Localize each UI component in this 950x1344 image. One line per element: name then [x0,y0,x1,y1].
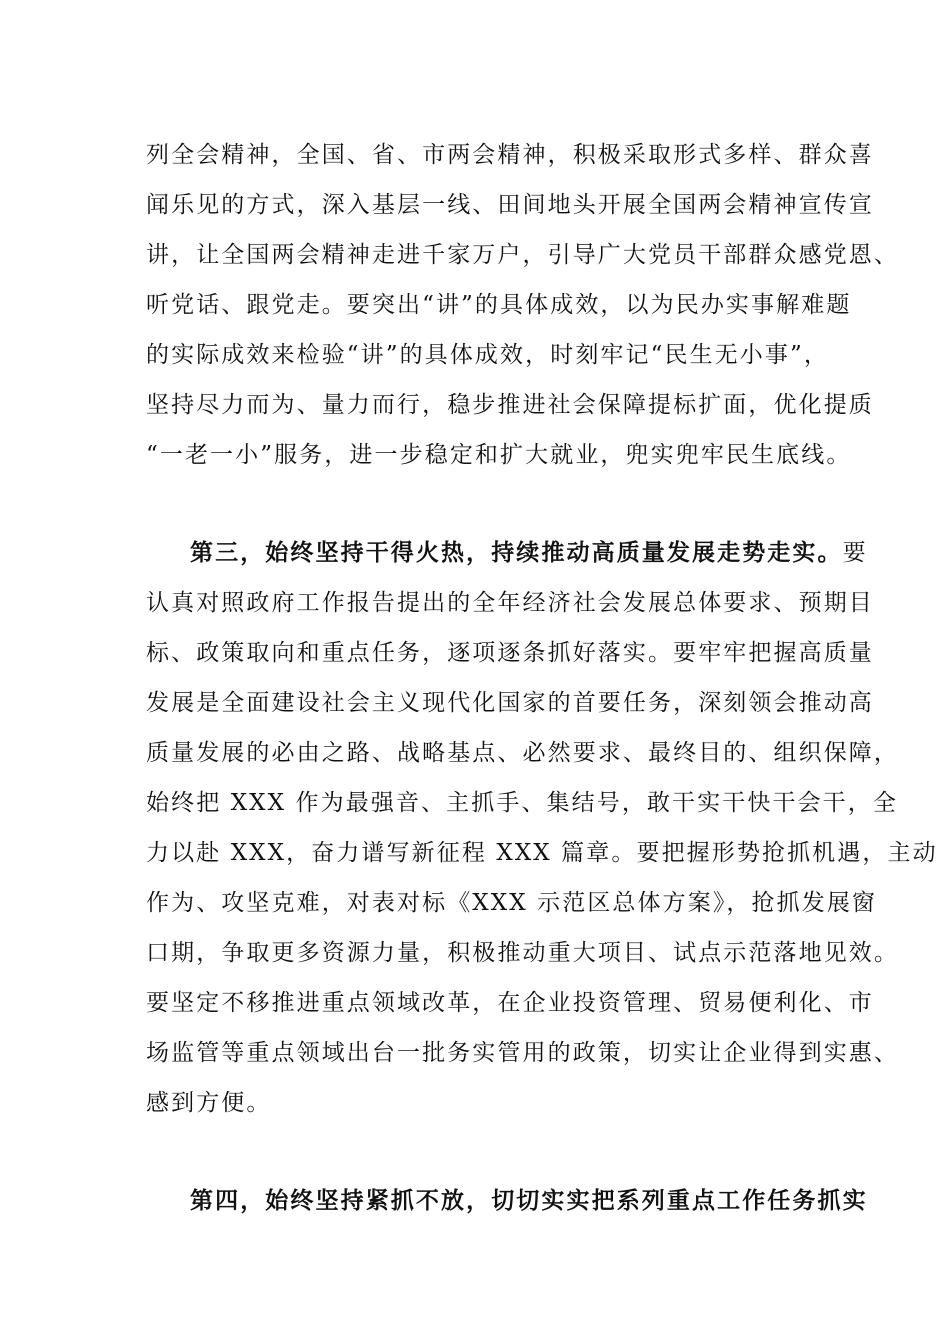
paragraph-line: 始终把 XXX 作为最强音、主抓手、集结号，敢干实干快干会干，全 [146,790,898,816]
paragraph-line: 口期，争取更多资源力量，积极推动重大项目、试点示范落地见效。 [146,940,899,966]
paragraph-line: 坚持尽力而为、量力而行，稳步推进社会保障提标扩面，优化提质 [146,392,874,418]
paragraph-text: 要 [842,540,868,566]
paragraph-line: 力以赴 XXX，奋力谱写新征程 XXX 篇章。要把握形势抢抓机遇，主动 [146,840,938,866]
paragraph-line: 作为、攻坚克难，对表对标《XXX 示范区总体方案》，抢抓发展窗 [146,890,878,916]
paragraph-line: 听党话、跟党走。要突出“讲”的具体成效，以为民办实事解难题 [146,292,852,318]
paragraph-first-line [190,538,868,568]
paragraph-line: “一老一小”服务，进一步稳定和扩大就业，兜实兜牢民生底线。 [146,442,852,468]
paragraph-line: 发展是全面建设社会主义现代化国家的首要任务，深刻领会推动高 [146,690,874,716]
paragraph-line: 讲，让全国两会精神走进千家万户，引导广大党员干部群众感党恩、 [146,242,899,268]
paragraph-line: 列全会精神，全国、省、市两会精神，积极采取形式多样、群众喜 [146,142,874,168]
paragraph-line: 感到方便。 [146,1090,272,1116]
paragraph-line: 质量发展的必由之路、战略基点、必然要求、最终目的、组织保障， [146,740,899,766]
section-heading: 第三，始终坚持干得火热，持续推动高质量发展走势走实。 [190,539,843,566]
paragraph-line: 闻乐见的方式，深入基层一线、田间地头开展全国两会精神宣传宣 [146,192,874,218]
paragraph-line: 认真对照政府工作报告提出的全年经济社会发展总体要求、预期目 [146,590,874,616]
paragraph-line: 场监管等重点领域出台一批务实管用的政策，切实让企业得到实惠、 [146,1040,899,1066]
paragraph-line: 标、政策取向和重点任务，逐项逐条抓好落实。要牢牢把握高质量 [146,640,874,666]
paragraph-line: 要坚定不移推进重点领域改革，在企业投资管理、贸易便利化、市 [146,990,874,1016]
section-heading: 第四，始终坚持紧抓不放，切切实实把系列重点工作任务抓实 [190,1187,868,1214]
paragraph-line: 的实际成效来检验“讲”的具体成效，时刻牢记“民生无小事”， [146,342,829,368]
